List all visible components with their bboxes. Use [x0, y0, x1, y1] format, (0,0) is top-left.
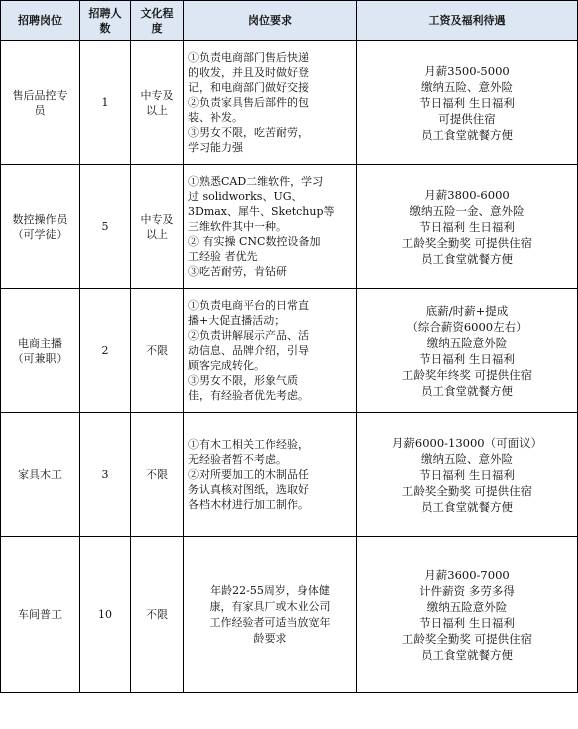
cell-education: 不限: [131, 413, 184, 537]
cell-count: 1: [80, 41, 131, 165]
header-requirements: 岗位要求: [184, 1, 357, 41]
header-education: 文化程度: [131, 1, 184, 41]
cell-education: 中专及 以上: [131, 165, 184, 289]
cell-position: 数控操作员 （可学徒）: [1, 165, 80, 289]
cell-requirements: ①有木工相关工作经验， 无经验者暂不考虑。 ②对所要加工的木制品任 务认真核对图纸，选取好 各档木材进行加工制作。: [184, 413, 357, 537]
cell-count: 10: [80, 537, 131, 693]
cell-benefits: 月薪3800-6000 缴纳五险一金、意外险 节日福利 生日福利 工龄奖全勤奖 可提供住宿 员工食堂就餐方便: [357, 165, 578, 289]
cell-requirements: 年龄22-55周岁，身体健 康，有家具厂或木业公司 工作经验者可适当放宽年 龄要求: [184, 537, 357, 693]
table-row: [1, 165, 578, 289]
cell-education: 不限: [131, 289, 184, 413]
cell-count: 2: [80, 289, 131, 413]
header-row: [1, 1, 578, 41]
cell-benefits: 月薪3500-5000 缴纳五险、意外险 节日福利 生日福利 可提供住宿 员工食堂就餐方便: [357, 41, 578, 165]
table-row: [1, 413, 578, 537]
cell-count: 5: [80, 165, 131, 289]
cell-requirements: ①熟悉CAD二维软件，学习 过 solidworks、UG、 3Dmax、犀牛、Sketchup等 三维软件其中一种。 ② 有实操 CNC数控设备加 工经验 者优先 ③吃苦耐劳，肯钻研: [184, 165, 357, 289]
cell-position: 车间普工: [1, 537, 80, 693]
cell-education: 不限: [131, 537, 184, 693]
cell-position: 售后品控专 员: [1, 41, 80, 165]
table-row: [1, 41, 578, 165]
header-benefits: 工资及福利待遇: [357, 1, 578, 41]
cell-position: 家具木工: [1, 413, 80, 537]
cell-benefits: 月薪6000-13000（可面议） 缴纳五险、意外险 节日福利 生日福利 工龄奖全勤奖 可提供住宿 员工食堂就餐方便: [357, 413, 578, 537]
header-position: 招聘岗位: [1, 1, 80, 41]
cell-requirements: ①负责电商部门售后快递 的收发，并且及时做好登 记，和电商部门做好交接 ②负责家具售后部件的包 装、补发。 ③男女不限，吃苦耐劳， 学习能力强: [184, 41, 357, 165]
cell-count: 3: [80, 413, 131, 537]
cell-education: 中专及 以上: [131, 41, 184, 165]
cell-requirements: ①负责电商平台的日常直 播+大促直播活动； ②负责讲解展示产品、活 动信息、品牌介绍，引导 顾客完成转化。 ③男女不限，形象气质 佳，有经验者优先考虑。: [184, 289, 357, 413]
cell-position: 电商主播 （可兼职）: [1, 289, 80, 413]
cell-benefits: 月薪3600-7000 计件薪资 多劳多得 缴纳五险意外险 节日福利 生日福利 工龄奖全勤奖 可提供住宿 员工食堂就餐方便: [357, 537, 578, 693]
header-count: 招聘人数: [80, 1, 131, 41]
cell-benefits: 底薪/时薪+提成 （综合薪资6000左右） 缴纳五险意外险 节日福利 生日福利 工龄奖年终奖 可提供住宿 员工食堂就餐方便: [357, 289, 578, 413]
table-row: [1, 289, 578, 413]
table-row: [1, 537, 578, 693]
